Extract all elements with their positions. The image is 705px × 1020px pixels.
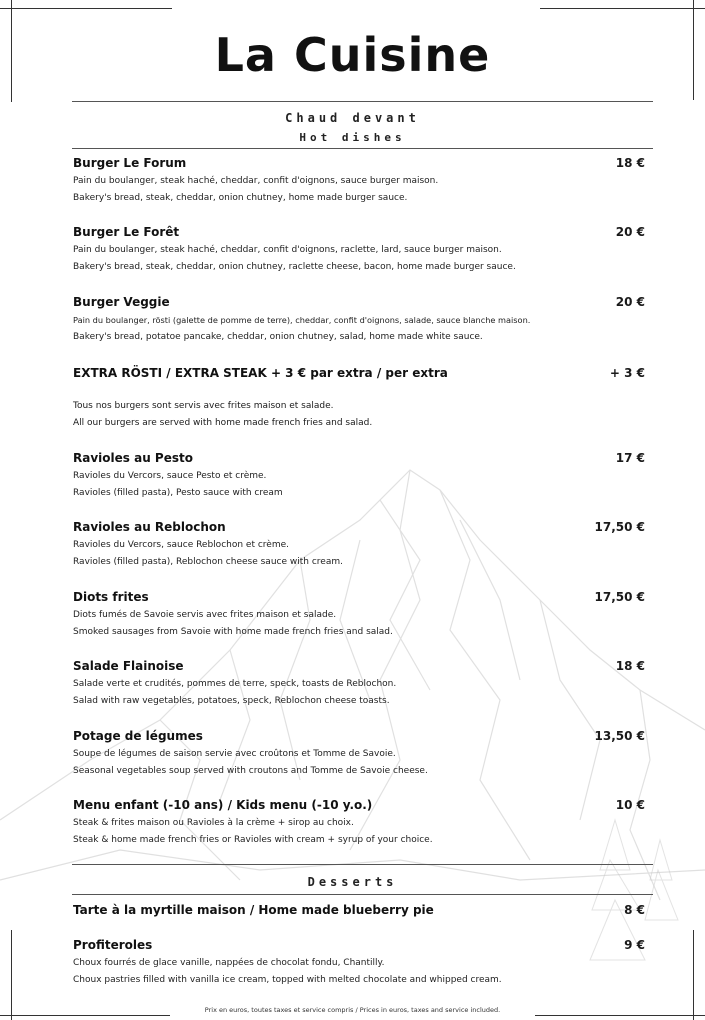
item-name: Burger Le Forêt	[73, 225, 180, 239]
divider	[72, 864, 653, 865]
menu-item	[73, 798, 653, 849]
item-desc-en: Seasonal vegetables soup served with croutons and Tomme de Savoie cheese.	[73, 766, 428, 776]
item-name: Burger Veggie	[73, 295, 170, 309]
item-desc-fr: Steak & frites maison ou Ravioles à la crème + sirop au choix.	[73, 818, 354, 828]
frame-corner-bottom-right-h	[535, 1015, 705, 1016]
menu-item	[73, 729, 653, 780]
extra-name: EXTRA RÖSTI / EXTRA STEAK + 3 € par extra / per extra	[73, 366, 448, 380]
item-desc-en: Ravioles (filled pasta), Pesto sauce with cream	[73, 488, 283, 498]
item-name: Tarte à la myrtille maison / Home made blueberry pie	[73, 903, 434, 917]
item-price: 20 €	[615, 295, 645, 309]
item-price: 17,50 €	[594, 590, 645, 604]
item-desc-en: Steak & home made french fries or Ravioles with cream + syrup of your choice.	[73, 835, 433, 845]
item-name: Salade Flainoise	[73, 659, 184, 673]
burger-note-en: All our burgers are served with home made french fries and salad.	[73, 418, 373, 428]
item-price: 18 €	[615, 659, 645, 673]
menu-item	[73, 590, 653, 641]
item-desc-fr: Pain du boulanger, rösti (galette de pomme de terre), cheddar, confit d'oignons, salade, sauce blanche maison.	[73, 315, 531, 325]
item-name: Ravioles au Reblochon	[73, 520, 226, 534]
item-desc-en: Smoked sausages from Savoie with home made french fries and salad.	[73, 627, 393, 637]
divider	[72, 148, 653, 149]
item-name: Burger Le Forum	[73, 156, 187, 170]
item-desc-en: Bakery's bread, steak, cheddar, onion chutney, raclette cheese, bacon, home made burger sauce.	[73, 262, 516, 272]
item-price: 20 €	[615, 225, 645, 239]
item-price: 9 €	[624, 938, 645, 952]
menu-item	[73, 520, 653, 571]
section-subtitle-hot: Hot dishes	[299, 131, 406, 144]
extra-item	[73, 366, 653, 380]
item-desc-fr: Choux fourrés de glace vanille, nappées de chocolat fondu, Chantilly.	[73, 958, 385, 968]
menu-item	[73, 225, 653, 276]
item-desc-fr: Diots fumés de Savoie servis avec frites maison et salade.	[73, 610, 337, 620]
menu-item	[73, 451, 653, 502]
item-desc-en: Bakery's bread, potatoe pancake, cheddar, onion chutney, salad, home made white sauce.	[73, 332, 483, 342]
divider	[72, 101, 653, 102]
burger-note-fr: Tous nos burgers sont servis avec frites maison et salade.	[73, 401, 334, 411]
item-desc-fr: Salade verte et crudités, pommes de terre, speck, toasts de Reblochon.	[73, 679, 397, 689]
item-desc-fr: Pain du boulanger, steak haché, cheddar, confit d'oignons, sauce burger maison.	[73, 176, 439, 186]
divider	[72, 894, 653, 895]
item-desc-fr: Ravioles du Vercors, sauce Reblochon et crème.	[73, 540, 289, 550]
page-title: La Cuisine	[214, 28, 491, 82]
item-desc-en: Bakery's bread, steak, cheddar, onion chutney, home made burger sauce.	[73, 193, 408, 203]
menu-item	[73, 156, 653, 207]
menu-item	[73, 659, 653, 710]
menu-item	[73, 938, 653, 989]
item-name: Menu enfant (-10 ans) / Kids menu (-10 y.o.)	[73, 798, 373, 812]
price-footnote: Prix en euros, toutes taxes et service compris / Prices in euros, taxes and service included.	[204, 1006, 501, 1014]
frame-corner-top-right-h	[540, 8, 705, 9]
item-price: 10 €	[615, 798, 645, 812]
item-desc-en: Choux pastries filled with vanilla ice cream, topped with melted chocolate and whipped cream.	[73, 975, 502, 985]
item-desc-fr: Pain du boulanger, steak haché, cheddar, confit d'oignons, raclette, lard, sauce burger maison.	[73, 245, 502, 255]
item-name: Potage de légumes	[73, 729, 203, 743]
menu-item	[73, 295, 653, 346]
frame-corner-top-left-h	[0, 8, 172, 9]
frame-corner-bottom-left-h	[0, 1015, 170, 1016]
item-desc-en: Salad with raw vegetables, potatoes, speck, Reblochon cheese toasts.	[73, 696, 390, 706]
item-desc-en: Ravioles (filled pasta), Reblochon cheese sauce with cream.	[73, 557, 343, 567]
section-title-desserts: Desserts	[307, 875, 398, 889]
item-desc-fr: Ravioles du Vercors, sauce Pesto et crème.	[73, 471, 267, 481]
item-price: 13,50 €	[594, 729, 645, 743]
item-price: 18 €	[615, 156, 645, 170]
item-desc-fr: Soupe de légumes de saison servie avec croûtons et Tomme de Savoie.	[73, 749, 396, 759]
menu-item	[73, 903, 653, 917]
item-name: Diots frites	[73, 590, 149, 604]
section-title-hot: Chaud devant	[285, 111, 420, 125]
item-name: Profiteroles	[73, 938, 153, 952]
item-price: 17,50 €	[594, 520, 645, 534]
item-price: 17 €	[615, 451, 645, 465]
item-name: Ravioles au Pesto	[73, 451, 193, 465]
extra-price: + 3 €	[609, 366, 645, 380]
item-price: 8 €	[624, 903, 645, 917]
